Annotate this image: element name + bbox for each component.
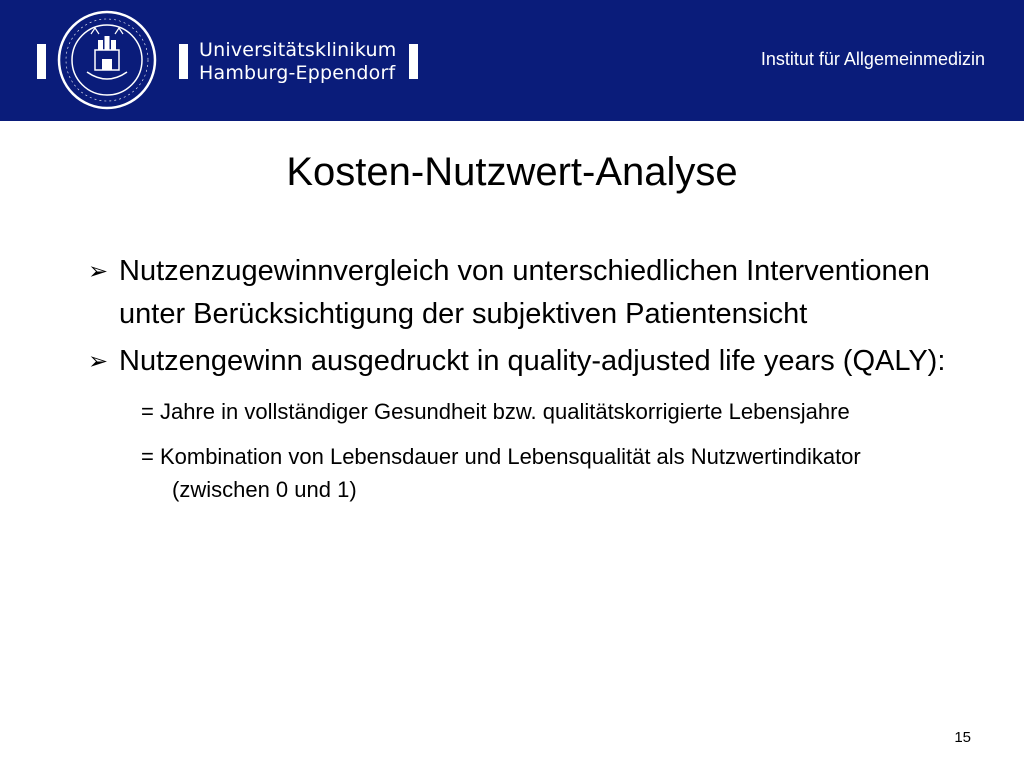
university-seal-icon [57, 10, 157, 110]
sub-item: = Kombination von Lebensdauer und Lebensqualität als Nutzwertindikator (zwischen 0 und 1) [141, 444, 861, 502]
logo-bar-middle [179, 44, 188, 79]
bullet-text: Nutzenzugewinnvergleich von unterschiedlichen Interventionen unter Berücksichtigung der subjektiven Patientensicht [119, 255, 930, 330]
bullet-item [86, 340, 966, 383]
bullet-text: Nutzengewinn ausgedruckt in quality-adjusted life years (QALY): [119, 345, 946, 377]
logo-line-1: Universitätsklinikum [199, 39, 397, 61]
logo-line-2: Hamburg-Eppendorf [199, 62, 396, 84]
arrow-bullet-icon: ➢ [88, 348, 109, 375]
institute-name: Institut für Allgemeinmedizin [760, 49, 985, 69]
logo-bar-right [409, 44, 418, 79]
page-number: 15 [954, 729, 971, 746]
header-banner [0, 0, 1024, 121]
slide-title: Kosten-Nutzwert-Analyse [286, 150, 738, 194]
sub-item: = Jahre in vollständiger Gesundheit bzw. qualitätskorrigierte Lebensjahre [141, 399, 850, 424]
bullet-list [86, 250, 966, 506]
logo-bar-left [37, 44, 46, 79]
hospital-logo-text [199, 39, 396, 85]
bullet-item [86, 250, 966, 336]
arrow-bullet-icon: ➢ [88, 258, 109, 285]
